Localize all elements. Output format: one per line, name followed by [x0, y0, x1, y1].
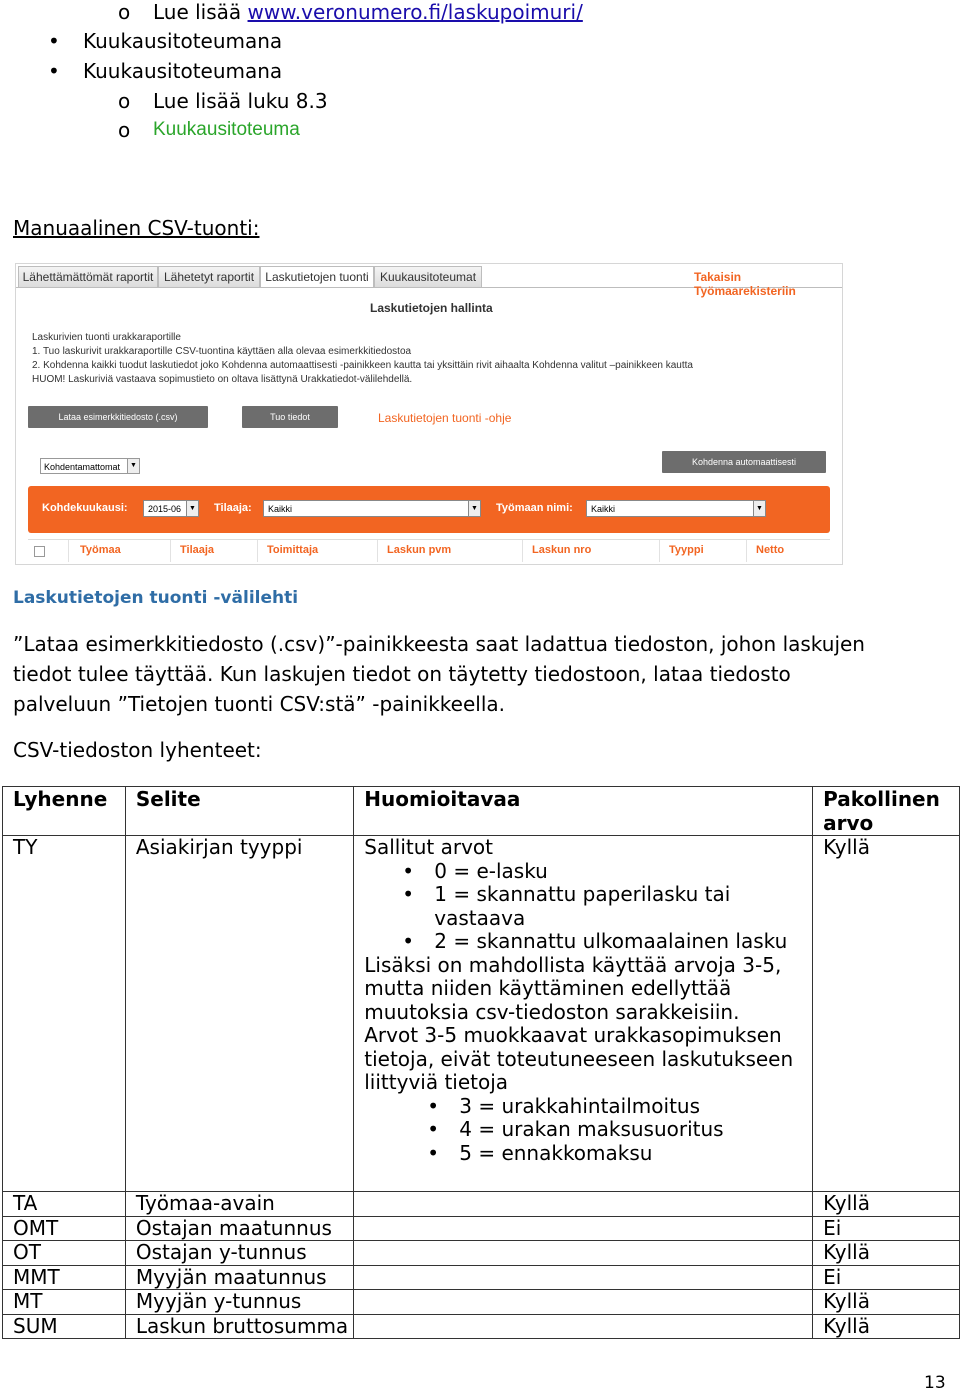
auto-allocate-button[interactable]: Kohdenna automaattisesti — [662, 451, 826, 473]
list-item: • 1 = skannattu paperilasku tai vastaava — [434, 883, 794, 930]
import-help-link[interactable]: Laskutietojen tuonti -ohje — [378, 411, 512, 425]
cell-notes — [354, 1192, 813, 1217]
cell-code: TA — [3, 1192, 126, 1217]
list-item: Kuukausitoteumana — [83, 59, 283, 83]
cell-description: Ostajan maatunnus — [125, 1216, 353, 1241]
chevron-down-icon: ▼ — [186, 501, 198, 516]
filter-bar — [28, 486, 830, 533]
cell-code: MMT — [3, 1265, 126, 1290]
site-select-value: Kaikki — [591, 504, 616, 514]
cell-description: Myyjän y-tunnus — [125, 1290, 353, 1315]
instruction-line: 1. Tuo laskurivit urakkaraportille CSV-tuontina käyttäen alla olevaa esimerkkitiedostoa — [32, 346, 412, 357]
instruction-line: 2. Kohdenna kaikki tuodut laskutiedot joko Kohdenna automaattisesti -painikkeen kautta tai yksittäin rivit aihaalta Kohdenna valitut –painikkeen kautta — [32, 360, 693, 371]
buyer-select[interactable] — [263, 500, 481, 517]
column-header[interactable]: Tilaaja — [180, 544, 215, 556]
bullet-icon: • — [48, 59, 60, 83]
period-label: Kohdekuukausi: — [42, 502, 128, 514]
cell-notes — [354, 1290, 813, 1315]
header-required: Pakollinen arvo — [813, 787, 960, 836]
allowed-values-list — [364, 860, 794, 954]
instruction-note: HUOM! Laskuriviä vastaava sopimustieto on oltava lisättynä Urakkatiedot-välilehdellä. — [32, 374, 413, 385]
buyer-select-value: Kaikki — [268, 504, 293, 514]
cell-notes — [354, 1265, 813, 1290]
cell-code: OMT — [3, 1216, 126, 1241]
back-to-register-link[interactable]: Takaisin Työmaarekisteriin — [694, 270, 796, 298]
paragraph-line: ”Lataa esimerkkitiedosto (.csv)”-painikkeesta saat ladattua tiedoston, johon laskujen — [13, 632, 865, 656]
list-item: • 5 = ennakkomaksu — [459, 1142, 812, 1166]
description-paragraph — [13, 629, 865, 719]
paragraph-line: palveluun ”Tietojen tuonti CSV:stä” -painikkeella. — [13, 692, 506, 716]
tab-sent-reports[interactable]: Lähetetyt raportit — [158, 266, 260, 287]
cell-code: MT — [3, 1290, 126, 1315]
sublist-item: Lue lisää luku 8.3 — [153, 89, 328, 113]
column-header[interactable]: Netto — [756, 544, 785, 556]
sublist-item-read-more — [153, 0, 583, 24]
list-marker-o: o — [118, 0, 131, 24]
cell-required: Ei — [813, 1265, 960, 1290]
instruction-title: Laskurivien tuonti urakkaraportille — [32, 332, 181, 343]
period-select[interactable] — [143, 500, 199, 517]
abbreviations-table — [2, 786, 960, 1339]
cell-required: Kyllä — [813, 1290, 960, 1315]
select-all-checkbox[interactable] — [34, 546, 45, 557]
notes-text: Lisäksi on mahdollista käyttää arvoja 3-5, mutta niiden käyttäminen edellyttää muutoksia csv-tiedoston sarakkeisiin. Arvot 3-5 muokkaavat urakkasopimuksen tietoja, eivät toteutuneeseen laskutukseen liittyviä tietoja — [364, 952, 794, 1094]
page-number: 13 — [924, 1373, 946, 1393]
list-marker-o: o — [118, 118, 131, 142]
import-data-button[interactable]: Tuo tiedot — [242, 406, 338, 428]
cell-description: Työmaa-avain — [125, 1192, 353, 1217]
table-row — [3, 1241, 960, 1266]
panel-title: Laskutietojen hallinta — [370, 301, 493, 315]
bullet-icon: • — [48, 29, 60, 53]
tab-unsent-reports[interactable]: Lähettämättömät raportit — [18, 266, 158, 287]
cell-code: SUM — [3, 1314, 126, 1339]
embedded-screenshot — [15, 263, 843, 565]
table-row — [3, 1216, 960, 1241]
veronumero-link[interactable]: www.veronumero.fi/laskupoimuri/ — [247, 0, 583, 24]
list-item: • 0 = e-lasku — [434, 860, 794, 884]
tab-monthly[interactable]: Kuukausitoteumat — [374, 266, 482, 287]
cell-description: Ostajan y-tunnus — [125, 1241, 353, 1266]
list-item: • 4 = urakan maksusuoritus — [459, 1118, 812, 1142]
cell-required: Kyllä — [813, 1314, 960, 1339]
download-example-button[interactable]: Lataa esimerkkitiedosto (.csv) — [28, 406, 208, 428]
filter-select[interactable] — [40, 458, 140, 474]
cell-required: Kyllä — [813, 1241, 960, 1266]
site-select[interactable] — [586, 500, 766, 517]
screenshot-caption: Laskutietojen tuonti -välilehti — [13, 588, 299, 608]
list-item: Kuukausitoteumana — [83, 29, 283, 53]
table-row — [3, 1314, 960, 1339]
table-header-row — [3, 787, 960, 836]
cell-notes — [354, 1314, 813, 1339]
cell-code: TY — [3, 836, 126, 1192]
cell-required: Ei — [813, 1216, 960, 1241]
list-item: • 3 = urakkahintailmoitus — [459, 1095, 812, 1119]
table-row — [3, 1265, 960, 1290]
list-marker-o: o — [118, 89, 131, 113]
manual-csv-heading: Manuaalinen CSV-tuonti: — [13, 216, 260, 240]
table-row — [3, 1290, 960, 1315]
column-header[interactable]: Työmaa — [80, 544, 121, 556]
column-header[interactable]: Tyyppi — [669, 544, 704, 556]
cell-description: Laskun bruttosumma — [125, 1314, 353, 1339]
table-row — [3, 836, 960, 1192]
cell-required: Kyllä — [813, 1192, 960, 1217]
table-row — [3, 1192, 960, 1217]
site-label: Työmaan nimi: — [496, 502, 573, 514]
header-notes: Huomioitavaa — [354, 787, 813, 836]
column-header[interactable]: Laskun nro — [532, 544, 592, 556]
cell-description: Asiakirjan tyyppi — [125, 836, 353, 1192]
filter-select-value: Kohdentamattomat — [44, 462, 121, 472]
period-select-value: 2015-06 — [148, 504, 182, 514]
chevron-down-icon: ▼ — [468, 501, 480, 516]
chevron-down-icon: ▼ — [127, 459, 139, 473]
paragraph-line: tiedot tulee täyttää. Kun laskujen tiedot on täytetty tiedostoon, lataa tiedosto — [13, 662, 791, 686]
cell-notes — [354, 836, 813, 1192]
header-description: Selite — [125, 787, 353, 836]
header-abbreviation: Lyhenne — [3, 787, 126, 836]
notes-title: Sallitut arvot — [364, 835, 493, 859]
sublist-item-green: Kuukausitoteuma — [153, 119, 300, 140]
cell-notes — [354, 1241, 813, 1266]
column-header[interactable]: Toimittaja — [267, 544, 319, 556]
buyer-label: Tilaaja: — [214, 502, 252, 514]
list-item: • 2 = skannattu ulkomaalainen lasku — [434, 930, 794, 954]
cell-description: Myyjän maatunnus — [125, 1265, 353, 1290]
cell-required: Kyllä — [813, 836, 960, 1192]
cell-code: OT — [3, 1241, 126, 1266]
column-header[interactable]: Laskun pvm — [387, 544, 452, 556]
cell-notes — [354, 1216, 813, 1241]
read-more-prefix: Lue lisää — [153, 0, 248, 24]
extra-values-list — [364, 1095, 812, 1166]
tab-invoice-import[interactable]: Laskutietojen tuonti — [260, 266, 374, 287]
table-header-row — [28, 539, 830, 562]
chevron-down-icon: ▼ — [753, 501, 765, 516]
abbreviations-heading: CSV-tiedoston lyhenteet: — [13, 738, 262, 762]
